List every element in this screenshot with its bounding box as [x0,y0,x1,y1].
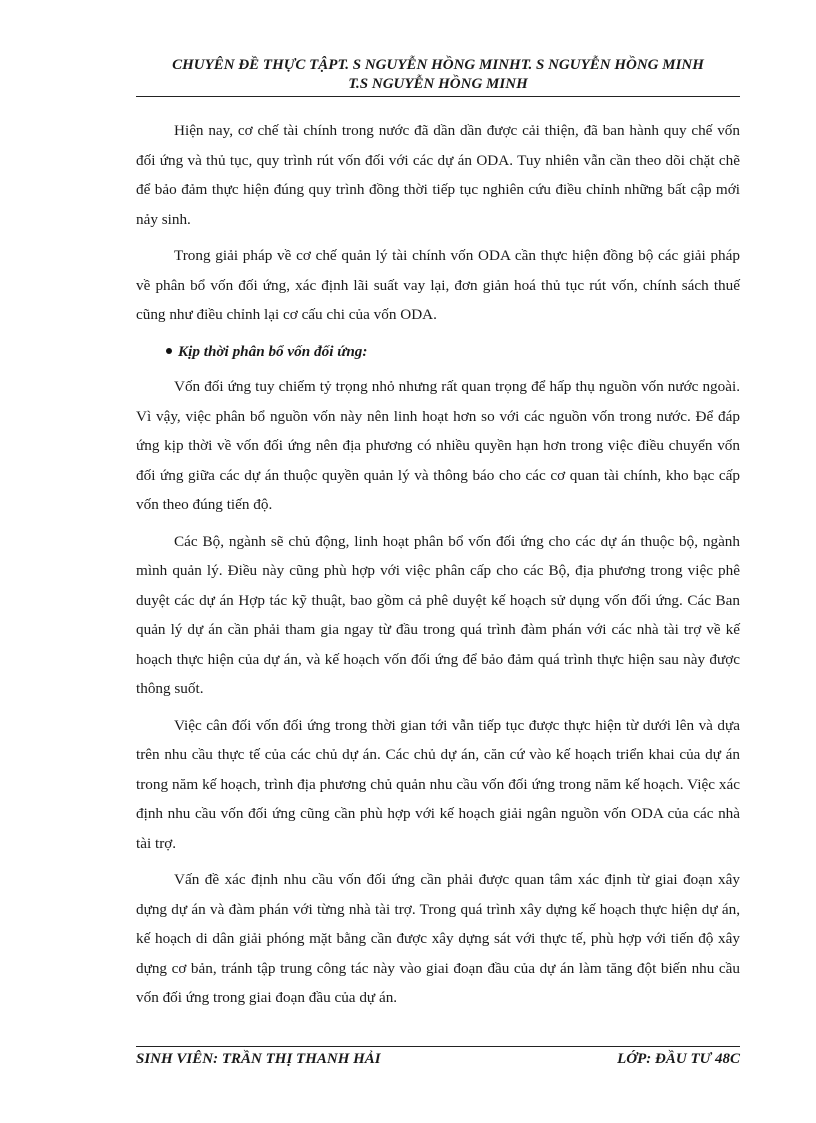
section-paragraph-2: Các Bộ, ngành sẽ chủ động, linh hoạt phân bổ vốn đối ứng cho các dự án thuộc bộ, ngành mình quản lý. Điều này cũng phù hợp với việc phân cấp cho các Bộ, địa phương trong việc phê duyệt các dự án Hợp tác kỹ thuật, bao gồm cả phê duyệt kế hoạch sử dụng vốn đối ứng. Các Ban quản lý dự án cần phải tham gia ngay từ đầu trong quá trình đàm phán với các nhà tài trợ về kế hoạch thực hiện của dự án, và kế hoạch vốn đối ứng để bảo đảm quá trình thực hiện sau này được thông suốt. [136,532,740,697]
page-header [136,56,740,94]
section-heading [136,337,740,367]
footer-student-name: SINH VIÊN: TRẦN THỊ THANH HẢI [136,1051,381,1067]
document-body [136,116,740,1020]
footer-divider [136,1046,740,1047]
paragraph-1: Hiện nay, cơ chế tài chính trong nước đã dần dần được cải thiện, đã ban hành quy chế vốn đối ứng và thủ tục, quy trình rút vốn đối với các dự án ODA. Tuy nhiên vẫn cần theo dõi chặt chẽ để bảo đảm thực hiện đúng quy trình đồng thời tiếp tục nghiên cứu điều chỉnh những bất cập mới nảy sinh. [136,122,740,228]
paragraph-2: Trong giải pháp về cơ chế quản lý tài chính vốn ODA cần thực hiện đồng bộ các giải pháp về phân bổ vốn đối ứng, xác định lãi suất vay lại, đơn giản hoá thủ tục rút vốn, chính sách thuế cũng như điều chỉnh lại cơ cấu chi của vốn ODA. [136,247,740,323]
bullet-icon [166,348,172,354]
header-title-line-1: CHUYÊN ĐỀ THỰC TẬPT. S NGUYỄN HỒNG MINHT. S NGUYỄN HỒNG MINH [172,57,704,73]
header-divider [136,96,740,97]
header-title-line-2: T.S NGUYỄN HỒNG MINH [348,76,528,92]
section-paragraph-4: Vấn đề xác định nhu cầu vốn đối ứng cần phải được quan tâm xác định từ giai đoạn xây dựng dự án và đàm phán với từng nhà tài trợ. Trong quá trình xây dựng kế hoạch thực hiện dự án, kế hoạch di dân giải phóng mặt bằng cần được xây dựng sát với thực tế, phù hợp với tiến độ xây dựng cơ bản, tránh tập trung công tác này vào giai đoạn đầu của dự án làm tăng đột biến nhu cầu vốn đối ứng trong giai đoạn đầu của dự án. [136,871,740,1006]
footer-class: LỚP: ĐẦU TƯ 48C [617,1051,740,1067]
section-heading-text: Kịp thời phân bổ vốn đối ứng: [178,342,368,360]
section-paragraph-1: Vốn đối ứng tuy chiếm tỷ trọng nhỏ nhưng rất quan trọng để hấp thụ nguồn vốn nước ngoài. Vì vậy, việc phân bổ nguồn vốn này nên linh hoạt hơn so với các nguồn vốn trong nước. Để đáp ứng kịp thời về vốn đối ứng nên địa phương có nhiều quyền hạn hơn trong việc điều chuyển vốn đối ứng giữa các dự án thuộc quyền quản lý và thông báo cho các cơ quan tài chính, kho bạc cấp vốn theo đúng tiến độ. [136,378,740,513]
section-paragraph-3: Việc cân đối vốn đối ứng trong thời gian tới vẫn tiếp tục được thực hiện từ dưới lên và dựa trên nhu cầu thực tế của các chủ dự án. Các chủ dự án, căn cứ vào kế hoạch triển khai của dự án trong năm kế hoạch, trình địa phương chủ quản nhu cầu vốn đối ứng trong năm kế hoạch. Việc xác định nhu cầu vốn đối ứng cũng cần phù hợp với kế hoạch giải ngân nguồn vốn ODA của các nhà tài trợ. [136,716,740,852]
